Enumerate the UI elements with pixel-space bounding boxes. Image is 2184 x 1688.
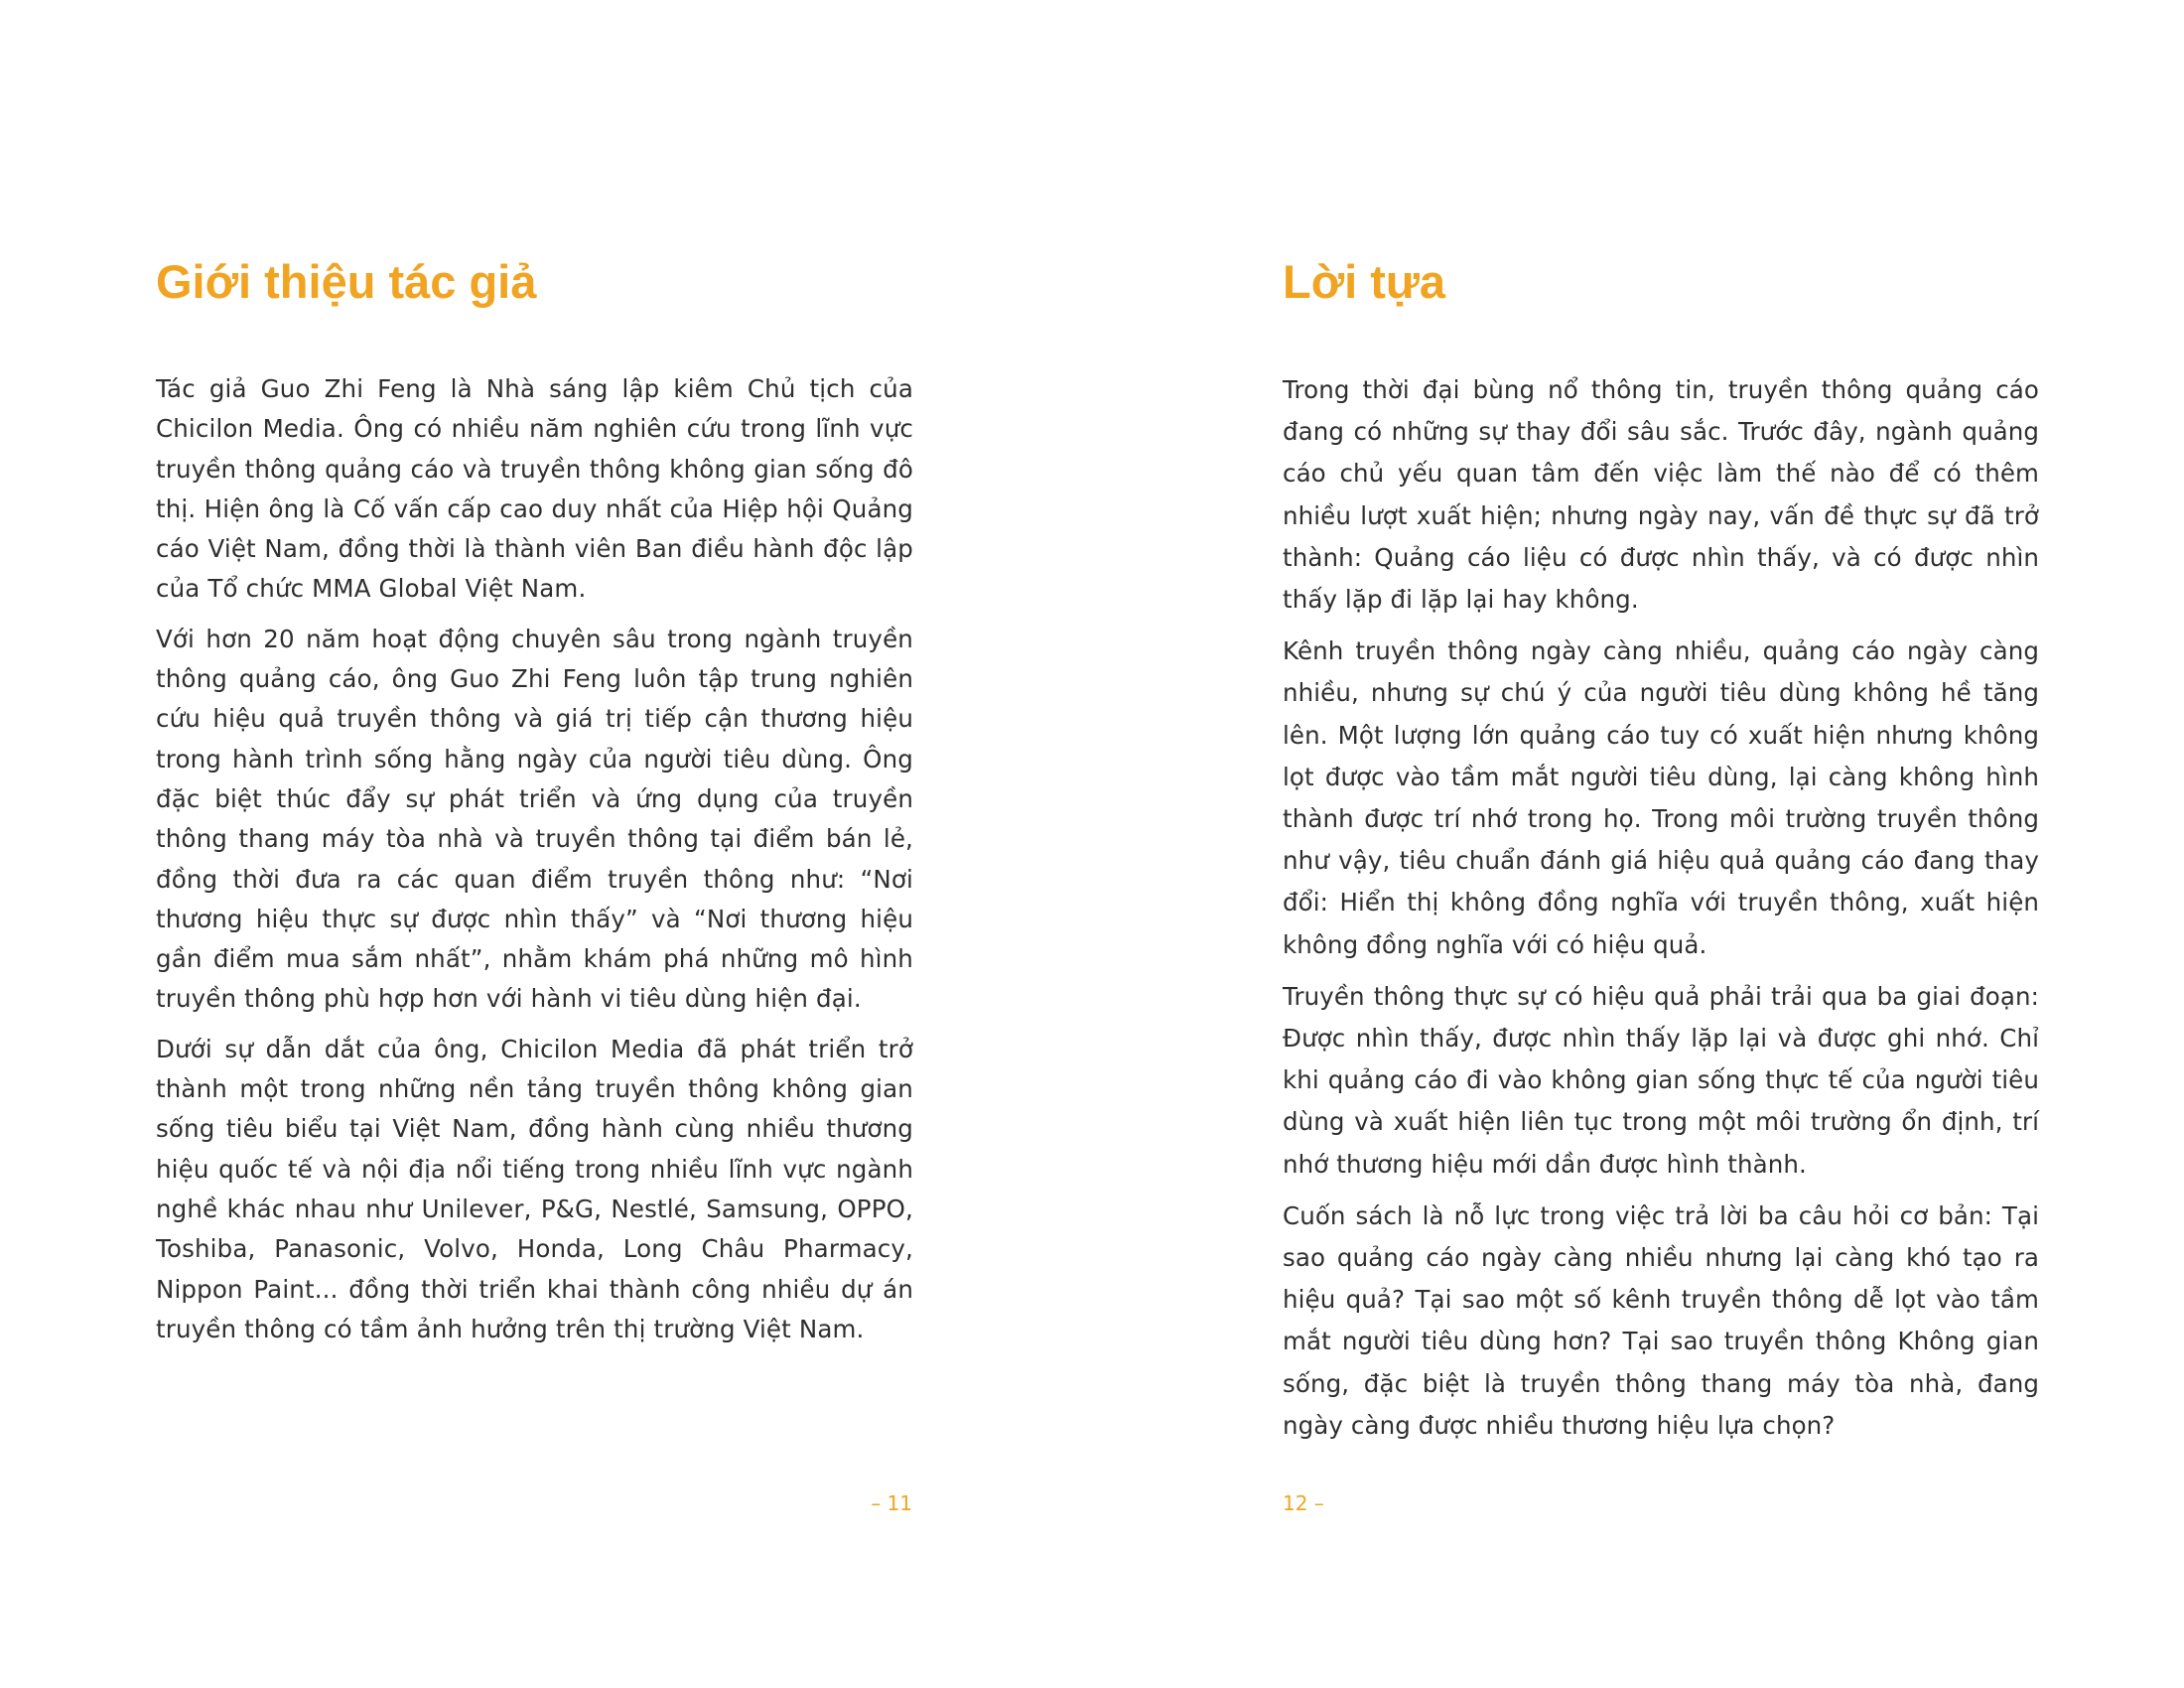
page-body — [156, 369, 913, 1359]
page-title: Giới thiệu tác giả — [156, 255, 537, 308]
page-number: 12 – — [1283, 1491, 1324, 1515]
paragraph: Kênh truyền thông ngày càng nhiều, quảng cáo ngày càng nhiều, nhưng sự chú ý của người tiêu dùng không hề tăng lên. Một lượng lớn quảng cáo tuy có xuất hiện nhưng không lọt được vào tầm mắt người tiêu dùng, lại càng không hình thành được trí nhớ trong họ. Trong môi trường truyền thông như vậy, tiêu chuẩn đánh giá hiệu quả quảng cáo đang thay đổi: Hiển thị không đồng nghĩa với truyền thông, xuất hiện không đồng nghĩa với có hiệu quả. — [1283, 636, 2039, 959]
right-page — [1092, 0, 2184, 1688]
paragraph: Dưới sự dẫn dắt của ông, Chicilon Media đã phát triển trở thành một trong những nền tảng truyền thông không gian sống tiêu biểu tại Việt Nam, đồng hành cùng nhiều thương hiệu quốc tế và nội địa nổi tiếng trong nhiều lĩnh vực ngành nghề khác nhau như Unilever, P&G, Nestlé, Samsung, OPPO, Toshiba, Panasonic, Volvo, Honda, Long Châu Pharmacy, Nippon Paint... đồng thời triển khai thành công nhiều dự án truyền thông có tầm ảnh hưởng trên thị trường Việt Nam. — [156, 1034, 913, 1343]
page-number: – 11 — [871, 1491, 912, 1515]
paragraph: Với hơn 20 năm hoạt động chuyên sâu trong ngành truyền thông quảng cáo, ông Guo Zhi Feng luôn tập trung nghiên cứu hiệu quả truyền thông và giá trị tiếp cận thương hiệu trong hành trình sống hằng ngày của người tiêu dùng. Ông đặc biệt thúc đẩy sự phát triển và ứng dụng của truyền thông thang máy tòa nhà và truyền thông tại điểm bán lẻ, đồng thời đưa ra các quan điểm truyền thông như: “Nơi thương hiệu thực sự được nhìn thấy” và “Nơi thương hiệu gần điểm mua sắm nhất”, nhằm khám phá những mô hình truyền thông phù hợp hơn với hành vi tiêu dùng hiện đại. — [156, 624, 913, 1014]
paragraph: Truyền thông thực sự có hiệu quả phải trải qua ba giai đoạn: Được nhìn thấy, được nhìn thấy lặp lại và được ghi nhớ. Chỉ khi quảng cáo đi vào không gian sống thực tế của người tiêu dùng và xuất hiện liên tục trong một môi trường ổn định, trí nhớ thương hiệu mới dần được hình thành. — [1283, 981, 2039, 1179]
paragraph: Trong thời đại bùng nổ thông tin, truyền thông quảng cáo đang có những sự thay đổi sâu sắc. Trước đây, ngành quảng cáo chủ yếu quan tâm đến việc làm thế nào để có thêm nhiều lượt xuất hiện; nhưng ngày nay, vấn đề thực sự đã trở thành: Quảng cáo liệu có được nhìn thấy, và có được nhìn thấy lặp đi lặp lại hay không. — [1283, 375, 2039, 615]
paragraph: Tác giả Guo Zhi Feng là Nhà sáng lập kiêm Chủ tịch của Chicilon Media. Ông có nhiều năm nghiên cứu trong lĩnh vực truyền thông quảng cáo và truyền thông không gian sống đô thị. Hiện ông là Cố vấn cấp cao duy nhất của Hiệp hội Quảng cáo Việt Nam, đồng thời là thành viên Ban điều hành độc lập của Tổ chức MMA Global Việt Nam. — [156, 374, 913, 604]
page-title: Lời tựa — [1283, 255, 1446, 308]
paragraph: Cuốn sách là nỗ lực trong việc trả lời ba câu hỏi cơ bản: Tại sao quảng cáo ngày càng nhiều nhưng lại càng khó tạo ra hiệu quả? Tại sao một số kênh truyền thông dễ lọt vào tầm mắt người tiêu dùng hơn? Tại sao truyền thông Không gian sống, đặc biệt là truyền thông thang máy tòa nhà, đang ngày càng được nhiều thương hiệu lựa chọn? — [1283, 1200, 2039, 1440]
page-body — [1283, 369, 2039, 1457]
